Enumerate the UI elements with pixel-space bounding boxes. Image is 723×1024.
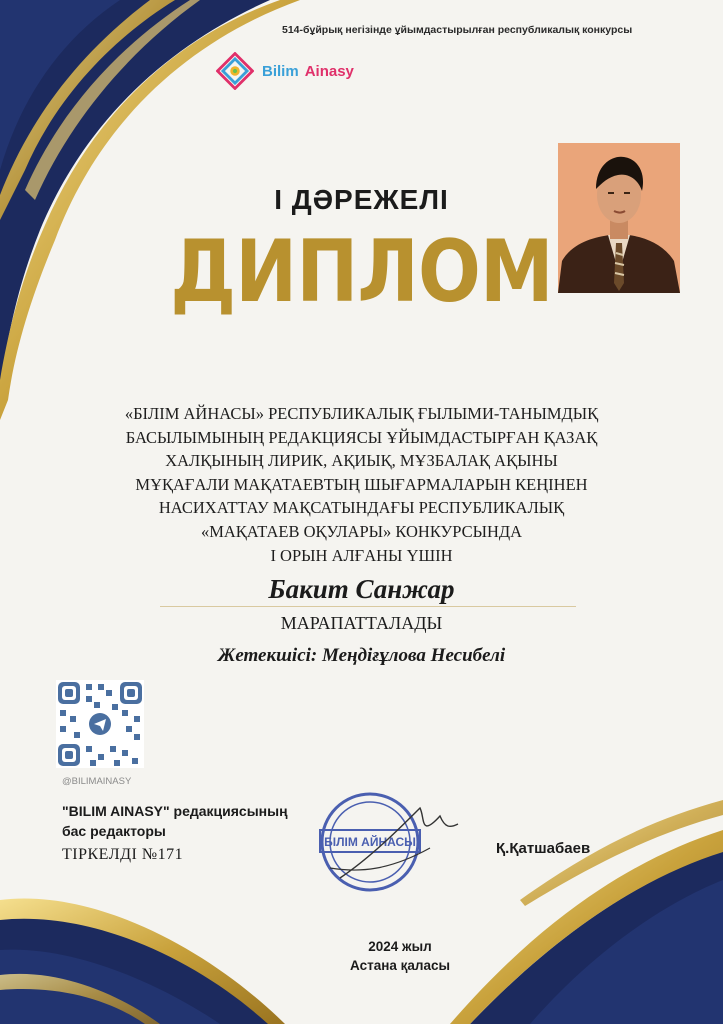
bilim-ainasy-logo-icon — [216, 52, 254, 90]
footer-city: Астана қаласы — [350, 958, 450, 973]
diploma-title: ДИПЛОМ — [170, 222, 553, 322]
body-line: «МАҚАТАЕВ ОҚУЛАРЫ» КОНКУРСЫНДА — [200, 521, 523, 541]
recipient-name: Бакит Санжар — [268, 574, 455, 604]
stamp-text: БІЛІМ АЙНАСЫ — [324, 835, 416, 849]
body-line: «БІЛІМ АЙНАСЫ» РЕСПУБЛИКАЛЫҚ ҒЫЛЫМИ-ТАНЫМДЫҚ — [124, 404, 599, 423]
body-line: НАСИХАТТАУ МАҚСАТЫНДАҒЫ РЕСПУБЛИКАЛЫҚ — [158, 498, 565, 518]
recipient-underline — [160, 606, 576, 607]
body-line: ХАЛҚЫНЫҢ ЛИРИК, АҚИЫҚ, МҰЗБАЛАҚ АҚЫНЫ — [165, 451, 558, 471]
logo-word-1: Bilim — [262, 62, 299, 80]
top-note: 514-бұйрық негізінде ұйымдастырылған республикалық конкурсы — [282, 24, 633, 36]
editor-line-2: бас редакторы — [62, 823, 166, 839]
stamp-seal — [300, 788, 460, 896]
body-line: І ОРЫН АЛҒАНЫ ҮШІН — [270, 545, 453, 565]
footer-place-date — [0, 937, 723, 975]
logo — [216, 52, 354, 90]
signer-name: Қ.Қатшабаев — [496, 840, 591, 857]
editor-line-1: "BILIM AINASY" редакциясының — [62, 803, 288, 819]
qr-code-icon[interactable] — [56, 680, 144, 768]
editor-title — [62, 801, 288, 841]
degree-heading: I ДӘРЕЖЕЛІ — [274, 184, 449, 215]
footer-year: 2024 жыл — [368, 939, 432, 954]
diploma-body — [60, 402, 663, 567]
supervisor-text: Жетекшісі: Меңдіғұлова Несибелі — [217, 645, 506, 666]
registration-number: ТІРКЕЛДІ №171 — [62, 846, 184, 863]
body-line: МҰҚАҒАЛИ МАҚАТАЕВТЫҢ ШЫҒАРМАЛАРЫН КЕҢІНЕН — [135, 474, 588, 494]
awarded-text: МАРАПАТТАЛАДЫ — [280, 613, 443, 633]
logo-text — [262, 63, 354, 80]
social-handle: @BILIMAINASY — [62, 776, 132, 787]
logo-word-2: Ainasy — [304, 62, 354, 80]
body-line: БАСЫЛЫМЫНЫҢ РЕДАКЦИЯСЫ ҰЙЫМДАСТЫРҒАН ҚАЗАҚ — [125, 427, 598, 447]
